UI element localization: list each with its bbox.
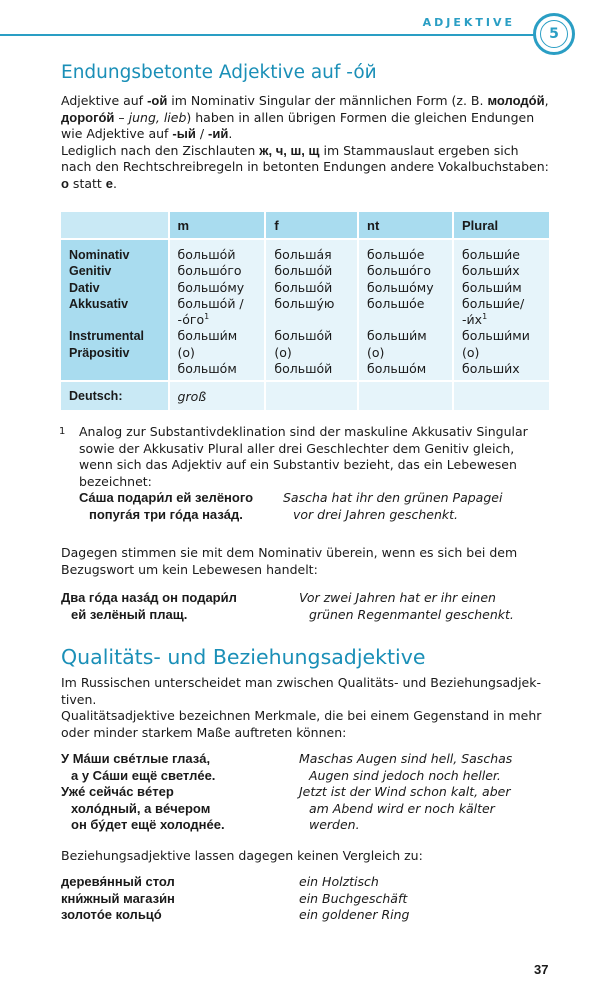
form-pl-dat: больши́м xyxy=(462,279,522,295)
section1-paragraph-2: Lediglich nach den Zischlauten ж, ч, ш, щ im Stammauslaut ergeben sich nach den Rechtschreibregeln in betonten Endungen andere Vokalbuchstaben: о statt е. xyxy=(61,142,549,191)
example-row: он бýдет ещё холоднéе. werden. xyxy=(71,817,360,833)
example-row: а у Сáши ещё светлéе. Augen sind jedoch noch heller. xyxy=(71,767,501,783)
example-row: У Мáши свéтлые глазá, Maschas Augen sind hell, Saschas xyxy=(61,751,513,767)
example-de-line: vor drei Jahren geschenkt. xyxy=(293,506,459,522)
column-header-f: f xyxy=(266,212,357,238)
neuter-forms-cell xyxy=(359,240,452,380)
paragraph-nominativ: Dagegen stimmen sie mit dem Nominativ überein, wenn es sich bei dem Bezugswort um kein Lebewesen handelt: xyxy=(61,545,518,577)
example-nominativ xyxy=(61,590,551,623)
case-akkusativ: Akkusativ xyxy=(69,296,129,311)
footnote-ref: 1 xyxy=(204,312,210,322)
form-f-nom: большáя xyxy=(274,247,332,262)
form-f-spacer xyxy=(274,312,349,328)
form-nt-spacer xyxy=(367,312,444,328)
footnote-example xyxy=(79,490,551,523)
case-instrumental: Instrumental xyxy=(69,329,145,344)
footnote-text: Analog zur Substantivdeklination sind der maskuline Akkusativ Singular sowie der Akkusativ Plural aller drei Geschlechter dem Genitiv gleich, wenn sich das Adjektiv auf ein Substantiv bezieht, das ein Lebewesen bezeichnet: xyxy=(79,424,528,489)
page-content xyxy=(61,58,551,924)
deutsch-value: groß xyxy=(170,382,265,410)
empty-cell xyxy=(266,382,357,410)
form-f-prep: большóй xyxy=(274,361,333,377)
beziehung-examples xyxy=(61,874,551,924)
table-translation-row xyxy=(61,382,549,410)
form-nt-nom: большóе xyxy=(367,247,425,262)
form-m-akk: большóй / xyxy=(177,295,244,311)
footnote-marker: 1 xyxy=(59,426,66,438)
example-ru-line: Два гóда назáд он подари́л xyxy=(61,590,237,606)
form-pl-prep-prefix: (о) xyxy=(462,344,480,360)
example-row: золотóе кольцó ein goldener Ring xyxy=(61,907,410,923)
footnote xyxy=(59,424,551,523)
chapter-badge xyxy=(533,13,575,55)
example-ru-line: Сáша подари́л ей зелёного xyxy=(79,490,254,506)
form-f-prep-prefix: (о) xyxy=(274,344,292,360)
section1-paragraph-1: Adjektive auf -ой im Nominativ Singular der männlichen Form (z. B. молодóй, дорогóй – jung, lieb) haben in allen übrigen Formen die gleichen Endungen wie Adjektive auf -ый / -ий. xyxy=(61,93,549,141)
case-genitiv: Genitiv xyxy=(69,264,112,279)
form-m-gen: большóго xyxy=(177,263,242,279)
form-pl-akk: больши́е/ xyxy=(462,295,525,311)
section2-paragraph-2: Qualitätsadjektive bezeichnen Merkmale, die bei einem Gegenstand in mehr oder minder starkem Maße auftreten können: xyxy=(61,708,542,740)
form-m-dat: большóму xyxy=(177,279,245,295)
form-f-instr: большóй xyxy=(274,328,333,344)
form-nt-gen: большóго xyxy=(367,263,432,279)
example-de-line: Sascha hat ihr den grünen Papagei xyxy=(283,490,503,506)
case-praepositiv: Präpositiv xyxy=(69,345,130,360)
case-nominativ: Nominativ xyxy=(69,248,130,262)
table-body-row xyxy=(61,240,549,380)
empty-cell xyxy=(454,382,549,410)
form-pl-akk-alt: $-и́х^1$ xyxy=(462,312,488,328)
plural-forms-cell xyxy=(454,240,549,380)
example-row: кни́жный магази́н ein Buchgeschäft xyxy=(61,890,408,906)
column-header-plural: Plural xyxy=(454,212,549,238)
declension-table xyxy=(59,210,551,412)
table-header-row xyxy=(61,212,549,238)
form-nt-instr: больши́м xyxy=(367,328,427,344)
masculine-forms-cell xyxy=(170,240,265,380)
qualitaet-examples xyxy=(61,751,551,834)
case-names-cell xyxy=(61,240,168,380)
example-row: холóдный, а вéчером am Abend wird er noch kälter xyxy=(71,800,495,816)
form-m-prep: большóм xyxy=(177,361,237,377)
section2-paragraph-3: Beziehungsadjektive lassen dagegen keinen Vergleich zu: xyxy=(61,847,423,863)
case-dativ: Dativ xyxy=(69,280,100,295)
example-row: Ужé сейчáс вéтер Jetzt ist der Wind schon kalt, aber xyxy=(61,784,511,800)
column-header-m: m xyxy=(170,212,265,238)
table-header-corner xyxy=(61,212,168,238)
example-de-line: Vor zwei Jahren hat er ihr einen xyxy=(299,590,496,606)
example-de-line: grünen Regenmantel geschenkt. xyxy=(309,606,514,622)
form-m-instr: больши́м xyxy=(177,328,238,344)
form-m-akk-alt: -óго$^1$ xyxy=(177,312,210,328)
chapter-number: 5 xyxy=(540,20,568,48)
feminine-forms-cell xyxy=(266,240,357,380)
empty-cell xyxy=(359,382,452,410)
column-header-nt: nt xyxy=(359,212,452,238)
form-f-gen: большóй xyxy=(274,263,333,279)
form-m-prep-prefix: (о) xyxy=(177,344,195,360)
form-nt-dat: большóму xyxy=(367,279,434,295)
section-title-endungsbetonte: Endungsbetonte Adjektive auf -óй xyxy=(61,62,377,83)
form-pl-gen: больши́х xyxy=(462,263,520,279)
form-m-nom: большóй xyxy=(177,247,236,262)
form-nt-prep-prefix: (о) xyxy=(367,344,385,360)
page-number: 37 xyxy=(534,962,549,977)
form-f-dat: большóй xyxy=(274,279,333,295)
deutsch-label: Deutsch: xyxy=(61,382,168,410)
example-ru-line: ей зелёный плащ. xyxy=(71,606,188,622)
form-pl-prep: больши́х xyxy=(462,361,520,377)
case-spacer xyxy=(69,312,160,328)
form-pl-nom: больши́е xyxy=(462,247,520,262)
form-pl-instr: больши́ми xyxy=(462,328,530,344)
section-title-qualitaet: Qualitäts- und Beziehungsadjektive xyxy=(61,645,426,670)
example-ru-line: попугáя три гóда назáд. xyxy=(89,506,243,522)
header-rule xyxy=(0,34,540,36)
chapter-label: ADJEKTIVE xyxy=(422,16,515,29)
form-nt-prep: большóм xyxy=(367,361,427,377)
form-f-akk: большýю xyxy=(274,295,335,311)
footnote-ref: 1 xyxy=(482,312,488,322)
example-row: деревя́нный стол ein Holztisch xyxy=(61,874,379,890)
section2-paragraph-1: Im Russischen unterscheidet man zwischen Qualitäts- und Beziehungsadjek-tiven. xyxy=(61,675,541,707)
form-nt-akk: большóе xyxy=(367,295,425,311)
